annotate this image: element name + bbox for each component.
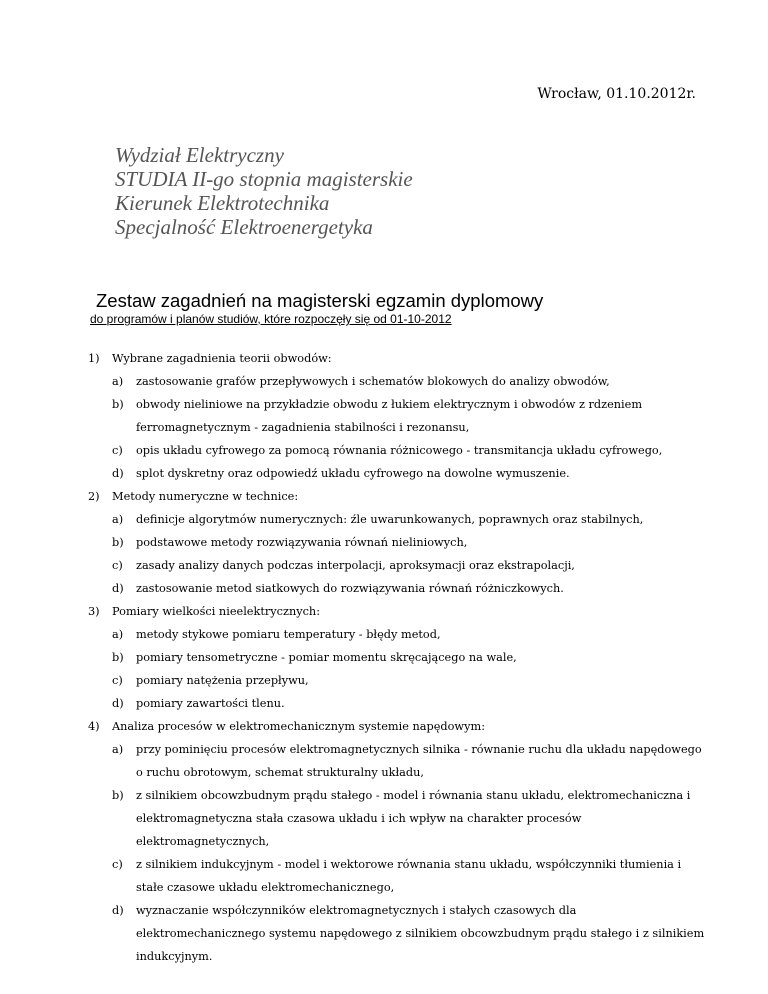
item-text: obwody nieliniowe na przykładzie obwodu z łukiem elektrycznym i obwodów z rdzeniem ferromagnetycznym - zagadnienia stabilności i rezonansu,: [136, 398, 643, 434]
document-subtitle: do programów i planów studiów, które rozpoczęły się od 01-10-2012: [90, 312, 452, 326]
topics-list: [88, 347, 708, 968]
topic-number: 4): [88, 720, 100, 733]
topic-label: Analiza procesów w elektromechanicznym systemie napędowym:: [112, 720, 486, 733]
document-title: Zestaw zagadnień na magisterski egzamin dyplomowy: [96, 290, 544, 311]
item-text: z silnikiem obcowzbudnym prądu stałego - model i równania stanu układu, elektromechaniczna i elektromagnetyczna stała czasowa układu i ich wpływ na charakter procesów elektromagnetycznych,: [136, 789, 691, 848]
list-item: [112, 508, 708, 531]
item-letter: d): [112, 697, 124, 710]
item-text: definicje algorytmów numerycznych: źle uwarunkowanych, poprawnych oraz stabilnych,: [136, 513, 644, 526]
topic-label: Wybrane zagadnienia teorii obwodów:: [112, 352, 332, 365]
topic-4: [88, 715, 708, 968]
item-letter: c): [112, 559, 123, 572]
item-letter: a): [112, 743, 124, 756]
faculty-name: Wydział Elektryczny: [115, 143, 284, 167]
topic-subitems: [112, 370, 708, 485]
list-item: [112, 370, 708, 393]
item-text: pomiary tensometryczne - pomiar momentu skręcającego na wale,: [136, 651, 517, 664]
item-text: splot dyskretny oraz odpowiedź układu cyfrowego na dowolne wymuszenie.: [136, 467, 570, 480]
topic-label: Pomiary wielkości nieelektrycznych:: [112, 605, 321, 618]
topic-number: 3): [88, 605, 100, 618]
topic-label: Metody numeryczne w technice:: [112, 490, 299, 503]
document-date: Wrocław, 01.10.2012r.: [537, 86, 696, 102]
list-item: [112, 853, 708, 899]
topic-2: [88, 485, 708, 600]
item-text: podstawowe metody rozwiązywania równań nieliniowych,: [136, 536, 468, 549]
item-letter: d): [112, 582, 124, 595]
specialization: Specjalność Elektroenergetyka: [115, 215, 373, 239]
item-letter: c): [112, 674, 123, 687]
item-text: zastosowanie metod siatkowych do rozwiązywania równań różniczkowych.: [136, 582, 564, 595]
topic-number: 1): [88, 352, 100, 365]
item-letter: d): [112, 904, 124, 917]
faculty-block: [115, 143, 413, 239]
list-item: [112, 669, 708, 692]
list-item: [112, 738, 708, 784]
list-item: [112, 784, 708, 853]
item-letter: a): [112, 375, 124, 388]
study-level: STUDIA II-go stopnia magisterskie: [115, 167, 413, 191]
list-item: [112, 692, 708, 715]
topic-number: 2): [88, 490, 100, 503]
item-letter: a): [112, 513, 124, 526]
list-item: [112, 899, 708, 968]
list-item: [112, 646, 708, 669]
item-text: z silnikiem indukcyjnym - model i wektorowe równania stanu układu, współczynniki tłumienia i stałe czasowe układu elektromechanicznego,: [136, 858, 682, 894]
list-item: [112, 554, 708, 577]
topic-3: [88, 600, 708, 715]
item-text: metody stykowe pomiaru temperatury - błędy metod,: [136, 628, 441, 641]
topic-1: [88, 347, 708, 485]
topic-subitems: [112, 738, 708, 968]
item-text: zasady analizy danych podczas interpolacji, aproksymacji oraz ekstrapolacji,: [136, 559, 575, 572]
topic-subitems: [112, 623, 708, 715]
list-item: [112, 531, 708, 554]
topic-subitems: [112, 508, 708, 600]
item-letter: a): [112, 628, 124, 641]
list-item: [112, 439, 708, 462]
list-item: [112, 393, 708, 439]
field-of-study: Kierunek Elektrotechnika: [115, 191, 330, 215]
item-text: pomiary zawartości tlenu.: [136, 697, 285, 710]
item-letter: d): [112, 467, 124, 480]
list-item: [112, 623, 708, 646]
item-letter: c): [112, 858, 123, 871]
item-text: pomiary natężenia przepływu,: [136, 674, 309, 687]
item-text: zastosowanie grafów przepływowych i schematów blokowych do analizy obwodów,: [136, 375, 610, 388]
list-item: [112, 577, 708, 600]
item-text: wyznaczanie współczynników elektromagnetycznych i stałych czasowych dla elektromechanicznego systemu napędowego z silnikiem obcowzbudnym prądu stałego i z silnikiem indukcyjnym.: [136, 904, 705, 963]
item-text: opis układu cyfrowego za pomocą równania różnicowego - transmitancja układu cyfrowego,: [136, 444, 663, 457]
item-letter: c): [112, 444, 123, 457]
list-item: [112, 462, 708, 485]
item-letter: b): [112, 789, 124, 802]
item-letter: b): [112, 536, 124, 549]
item-letter: b): [112, 651, 124, 664]
item-letter: b): [112, 398, 124, 411]
item-text: przy pominięciu procesów elektromagnetycznych silnika - równanie ruchu dla układu napędowego o ruchu obrotowym, schemat strukturalny układu,: [136, 743, 702, 779]
